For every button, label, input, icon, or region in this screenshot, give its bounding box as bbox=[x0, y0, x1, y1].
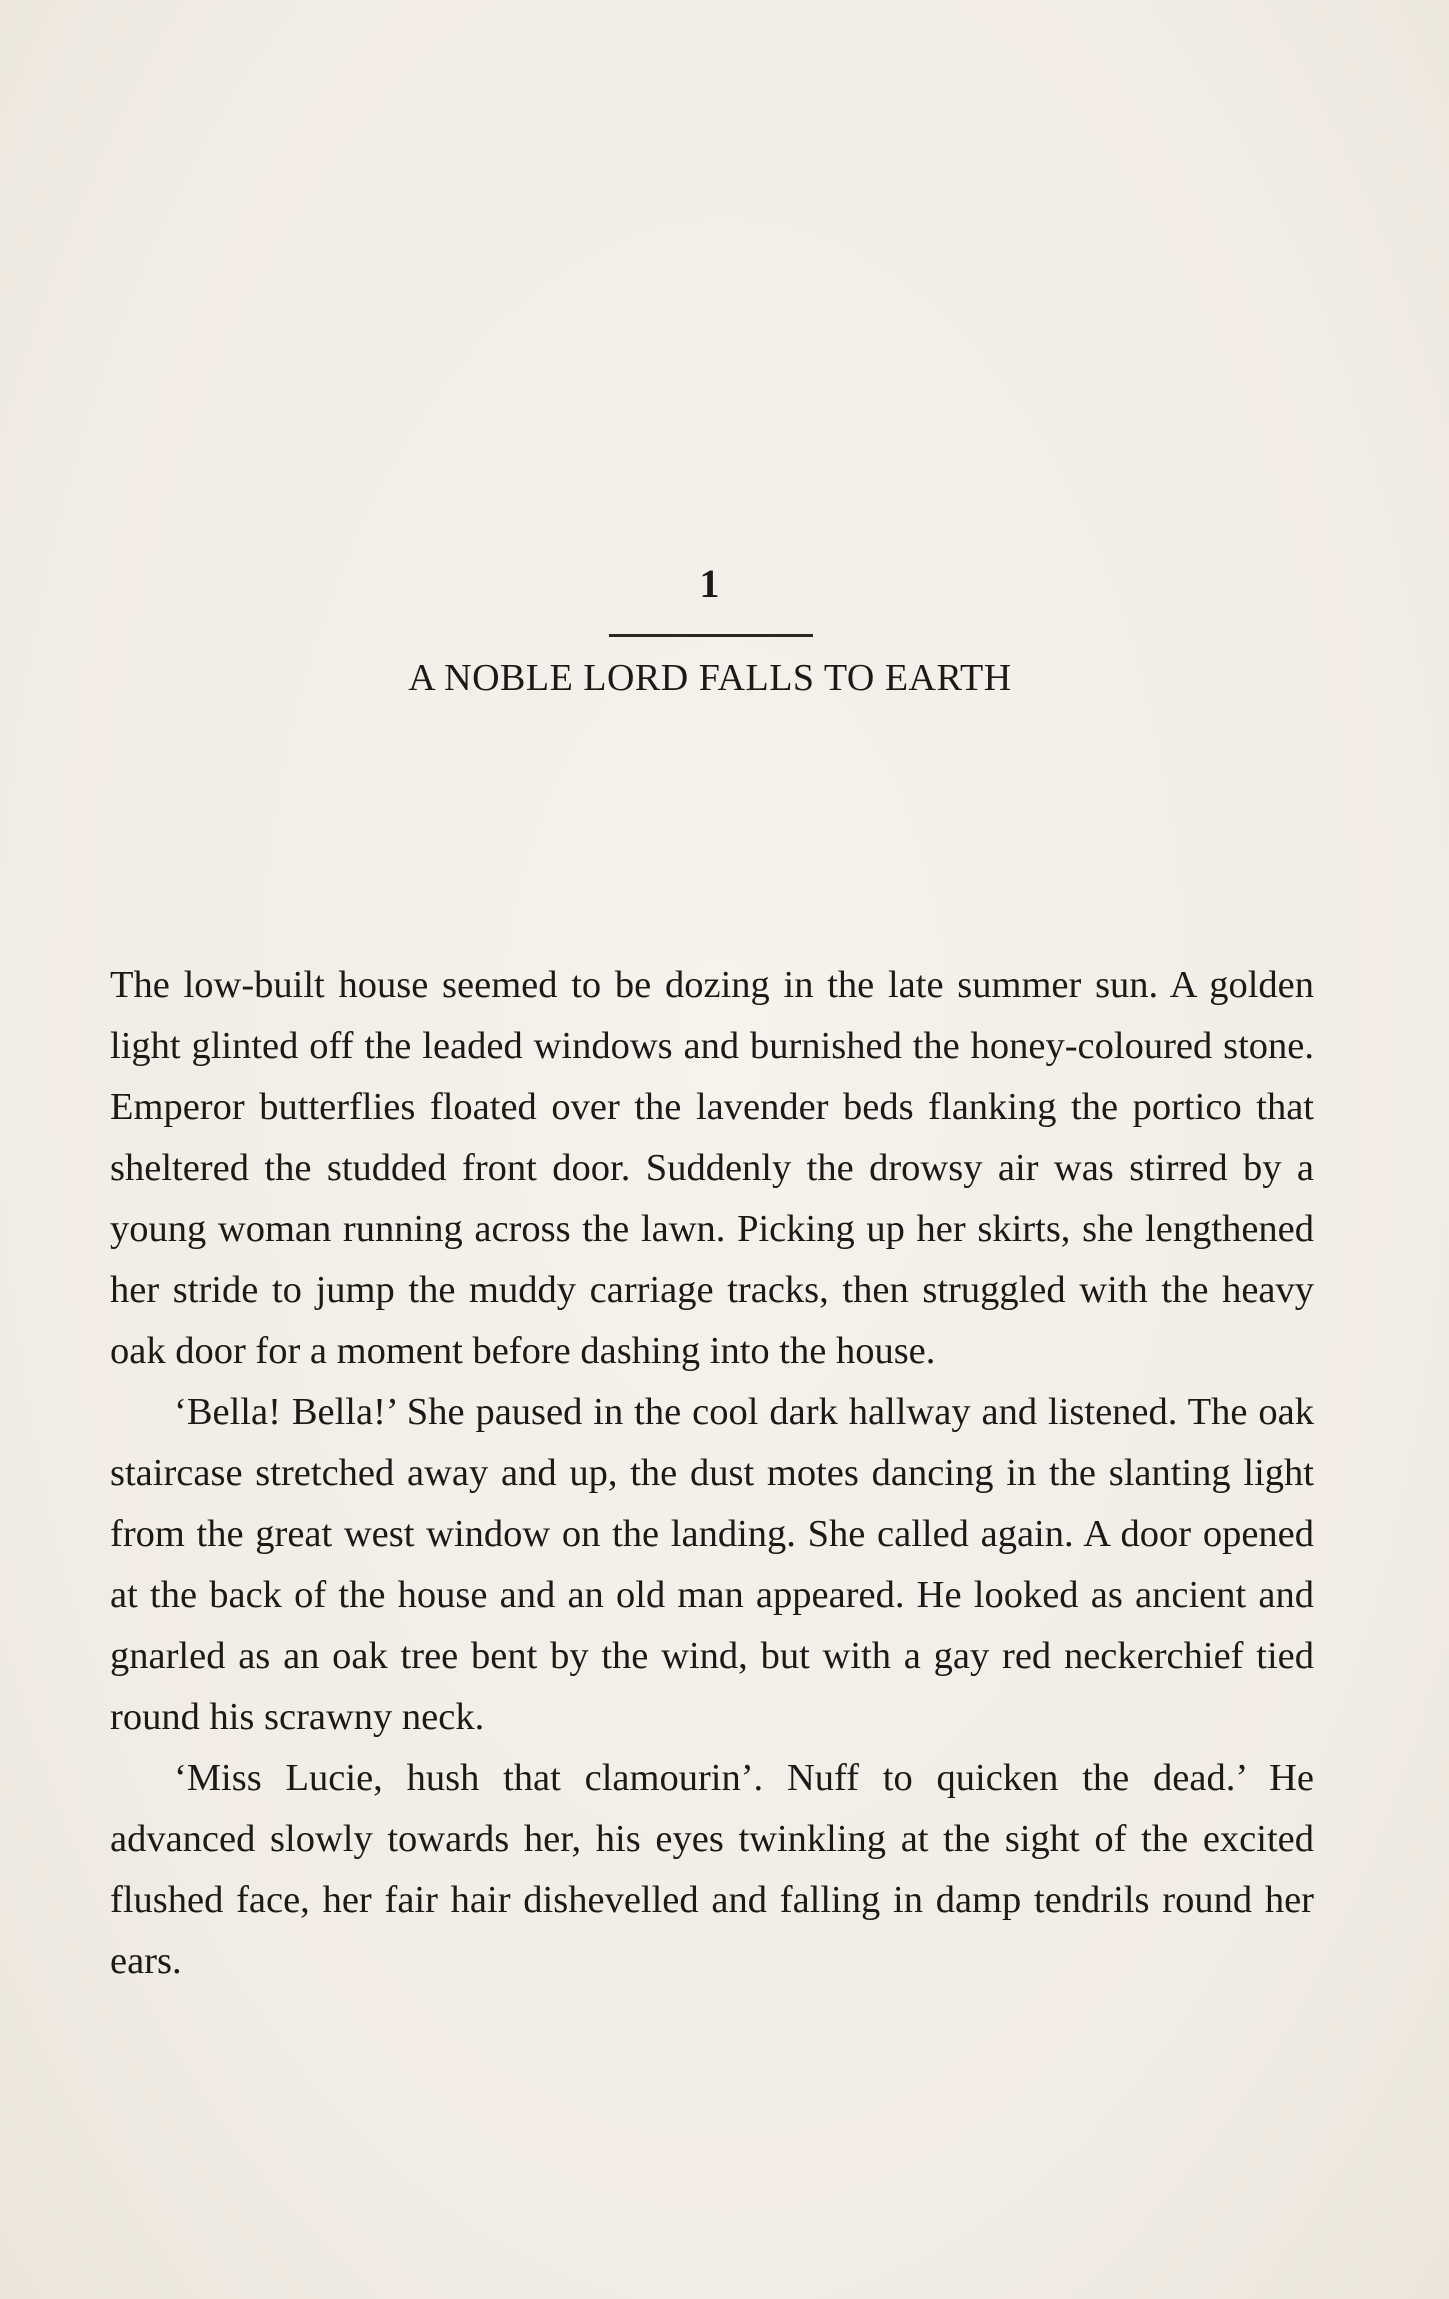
chapter-divider bbox=[609, 634, 813, 637]
paragraph: The low-built house seemed to be dozing in the late summer sun. A golden light glinted off the leaded windows and burnished the honey-coloured stone. Emperor butterflies floated over the lavender beds flanking the portico that sheltered the studded front door. Suddenly the drowsy air was stirred by a young woman running across the lawn. Picking up her skirts, she lengthened her stride to jump the muddy carriage tracks, then struggled with the heavy oak door for a moment before dashing into the house. bbox=[110, 964, 1314, 1372]
chapter-body bbox=[110, 955, 1314, 1992]
chapter-title: A NOBLE LORD FALLS TO EARTH bbox=[408, 657, 1012, 699]
paragraph: ‘Miss Lucie, hush that clamourin’. Nuff to quicken the dead.’ He advanced slowly towards her, his eyes twinkling at the sight of the excited flushed face, her fair hair dishevelled and falling in damp tendrils round her ears. bbox=[110, 1757, 1314, 1982]
chapter-number: 1 bbox=[699, 561, 721, 606]
paragraph: ‘Bella! Bella!’ She paused in the cool dark hallway and listened. The oak staircase stretched away and up, the dust motes dancing in the slanting light from the great west window on the landing. She called again. A door opened at the back of the house and an old man appeared. He looked as ancient and gnarled as an oak tree bent by the wind, but with a gay red neckerchief tied round his scrawny neck. bbox=[110, 1391, 1314, 1738]
